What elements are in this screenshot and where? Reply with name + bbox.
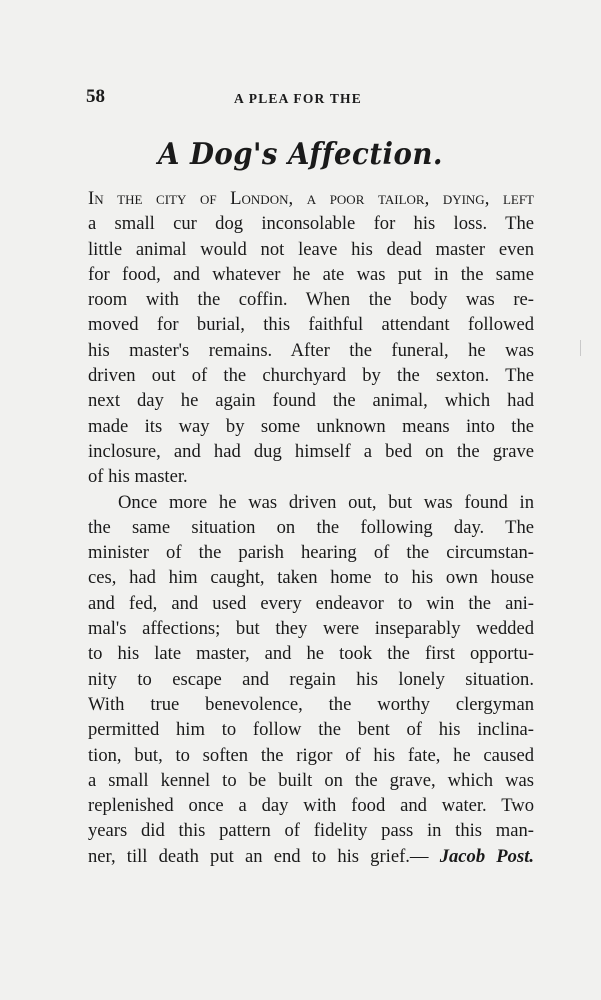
body-line: a small kennel to be built on the grave, which was (88, 769, 534, 791)
body-line: Once more he was driven out, but was found in (118, 491, 534, 513)
body-line: years did this pattern of fidelity pass in this man- (88, 820, 534, 842)
body-line: his master's remains. After the funeral, he was (88, 339, 534, 361)
body-line: to his late master, and he took the first opportu- (88, 643, 534, 665)
body-line: minister of the parish hearing of the circumstan- (88, 542, 534, 564)
body-line: a small cur dog inconsolable for his loss. The (88, 213, 534, 235)
body-line: replenished once a day with food and water. Two (88, 795, 534, 817)
article-title: A Dog's Affection. (158, 137, 443, 172)
body-line: inclosure, and had dug himself a bed on the grave (88, 440, 534, 462)
body-line: made its way by some unknown means into the (88, 415, 534, 437)
body-line: and fed, and used every endeavor to win the ani- (88, 592, 534, 614)
body-line: of his master. (88, 466, 188, 488)
body-line: next day he again found the animal, which had (88, 390, 534, 412)
attribution: Jacob Post. (439, 845, 535, 867)
article-body (88, 186, 534, 869)
body-line: little animal would not leave his dead master even (88, 238, 534, 260)
body-line-text: ner, till death put an end to his grief.— (88, 845, 429, 867)
body-line: room with the coffin. When the body was re- (88, 289, 534, 311)
body-line (88, 186, 534, 211)
body-line: permitted him to follow the bent of his inclina- (88, 719, 534, 741)
body-line-text: In the city of London, a poor tailor, dying, left (88, 188, 534, 209)
body-line: for food, and whatever he ate was put in the same (88, 263, 534, 285)
body-line: nity to escape and regain his lonely situation. (88, 668, 534, 690)
body-line: moved for burial, this faithful attendant followed (88, 314, 534, 336)
margin-mark (580, 340, 584, 356)
body-line: With true benevolence, the worthy clergyman (88, 693, 534, 715)
page-number: 58 (86, 86, 105, 107)
body-line: the same situation on the following day. The (88, 516, 534, 538)
body-line: ces, had him caught, taken home to his own house (88, 567, 534, 589)
running-head-title: A PLEA FOR THE (234, 91, 362, 106)
body-line: mal's affections; but they were inseparably wedded (88, 618, 534, 640)
body-line-final (88, 844, 534, 869)
body-line: tion, but, to soften the rigor of his fate, he caused (88, 744, 534, 766)
body-line: driven out of the churchyard by the sexton. The (88, 365, 534, 387)
running-head (86, 86, 536, 110)
